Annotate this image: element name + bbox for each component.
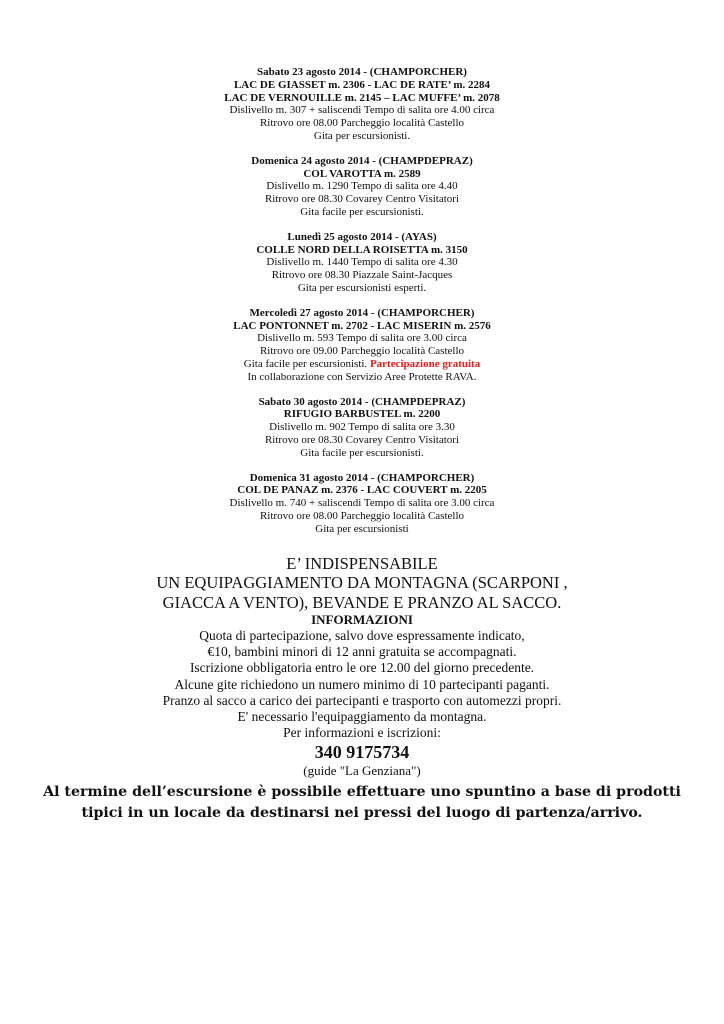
- event-block: [0, 66, 724, 143]
- info-line: E' necessario l'equipaggiamento da montagna.: [237, 709, 487, 725]
- event-detail: Gita facile per escursionisti.: [300, 446, 424, 459]
- event-block: [0, 396, 724, 460]
- event-detail: Gita per escursionisti esperti.: [297, 281, 427, 294]
- event-detail: Gita facile per escursionisti.: [300, 205, 424, 218]
- closing-line-1: Al termine dell’escursione è possibile effettuare uno spuntino a base di prodotti: [43, 784, 681, 801]
- info-line: €10, bambini minori di 12 anni gratuita se accompagnati.: [207, 644, 517, 660]
- event-detail: [0, 358, 724, 371]
- event-detail: Gita per escursionisti: [315, 522, 409, 535]
- event-title: RIFUGIO BARBUSTEL m. 2200: [283, 408, 441, 421]
- closing-note: [0, 782, 724, 824]
- event-block: [0, 307, 724, 384]
- event-heading: Sabato 30 agosto 2014 - (CHAMPDEPRAZ): [258, 395, 466, 408]
- notice-line: E’ INDISPENSABILE: [286, 553, 438, 573]
- event-detail: In collaborazione con Servizio Aree Protette RAVA.: [247, 370, 477, 383]
- event-detail: Ritrovo ore 08.30 Covarey Centro Visitatori: [264, 433, 460, 446]
- event-detail: Ritrovo ore 09.00 Parcheggio località Castello: [259, 345, 465, 358]
- event-detail: Dislivello m. 1290 Tempo di salita ore 4.40: [266, 180, 458, 193]
- event-block: [0, 472, 724, 536]
- document-page: [0, 66, 724, 824]
- info-line: Per informazioni e iscrizioni:: [283, 725, 441, 741]
- event-detail: Dislivello m. 740 + saliscendi Tempo di salita ore 3.00 circa: [229, 497, 495, 510]
- event-heading: Domenica 31 agosto 2014 - (CHAMPORCHER): [249, 471, 475, 484]
- event-heading: Mercoledì 27 agosto 2014 - (CHAMPORCHER): [249, 306, 475, 319]
- phone-number: 340 9175734: [314, 742, 410, 763]
- info-line: Pranzo al sacco a carico dei partecipanti e trasporto con automezzi propri.: [162, 692, 562, 708]
- event-detail: Ritrovo ore 08.00 Parcheggio località Castello: [259, 117, 465, 130]
- notice-line: UN EQUIPAGGIAMENTO DA MONTAGNA (SCARPONI ,: [156, 573, 568, 592]
- event-detail: Ritrovo ore 08.00 Parcheggio località Castello: [259, 509, 465, 522]
- info-line: Alcune gite richiedono un numero minimo di 10 partecipanti paganti.: [174, 676, 550, 692]
- guide-name: (guide "La Genziana"): [303, 763, 421, 779]
- notice-line: GIACCA A VENTO), BEVANDE E PRANZO AL SACCO.: [162, 592, 562, 612]
- event-title: LAC DE GIASSET m. 2306 - LAC DE RATE’ m. 2284: [233, 78, 491, 91]
- info-heading: INFORMAZIONI: [311, 612, 413, 627]
- event-detail: Dislivello m. 307 + saliscendi Tempo di salita ore 4.00 circa: [229, 104, 495, 117]
- event-heading: Domenica 24 agosto 2014 - (CHAMPDEPRAZ): [251, 154, 473, 167]
- closing-line: [0, 782, 724, 824]
- event-detail: Dislivello m. 902 Tempo di salita ore 3.30: [269, 421, 455, 434]
- event-block: [0, 231, 724, 295]
- event-heading: Sabato 23 agosto 2014 - (CHAMPORCHER): [257, 66, 467, 78]
- event-title: COL DE PANAZ m. 2376 - LAC COUVERT m. 2205: [237, 484, 487, 497]
- event-heading: Lunedì 25 agosto 2014 - (AYAS): [287, 230, 437, 243]
- event-detail: Dislivello m. 593 Tempo di salita ore 3.00 circa: [257, 332, 467, 345]
- info-line: Quota di partecipazione, salvo dove espressamente indicato,: [199, 628, 525, 643]
- free-participation-highlight: Partecipazione gratuita: [369, 357, 481, 370]
- event-detail: Dislivello m. 1440 Tempo di salita ore 4.30: [266, 256, 458, 269]
- event-title: COL VAROTTA m. 2589: [303, 167, 421, 180]
- event-title: COLLE NORD DELLA ROISETTA m. 3150: [256, 243, 468, 256]
- closing-line-2: tipici in un locale da destinarsi nei pressi del luogo di partenza/arrivo.: [81, 805, 643, 822]
- event-detail: Gita per escursionisti.: [313, 129, 411, 142]
- event-title: LAC DE VERNOUILLE m. 2145 – LAC MUFFE’ m. 2078: [224, 91, 500, 104]
- info-line: Iscrizione obbligatoria entro le ore 12.00 del giorno precedente.: [189, 660, 535, 676]
- event-block: [0, 155, 724, 219]
- info-section: [0, 612, 724, 779]
- event-title: LAC PONTONNET m. 2702 - LAC MISERIN m. 2576: [233, 319, 491, 332]
- equipment-notice: [0, 554, 724, 613]
- event-detail: Ritrovo ore 08.30 Piazzale Saint-Jacques: [271, 269, 453, 282]
- event-detail: Ritrovo ore 08.30 Covarey Centro Visitatori: [264, 193, 460, 206]
- event-detail-text: Gita facile per escursionisti.: [243, 357, 370, 370]
